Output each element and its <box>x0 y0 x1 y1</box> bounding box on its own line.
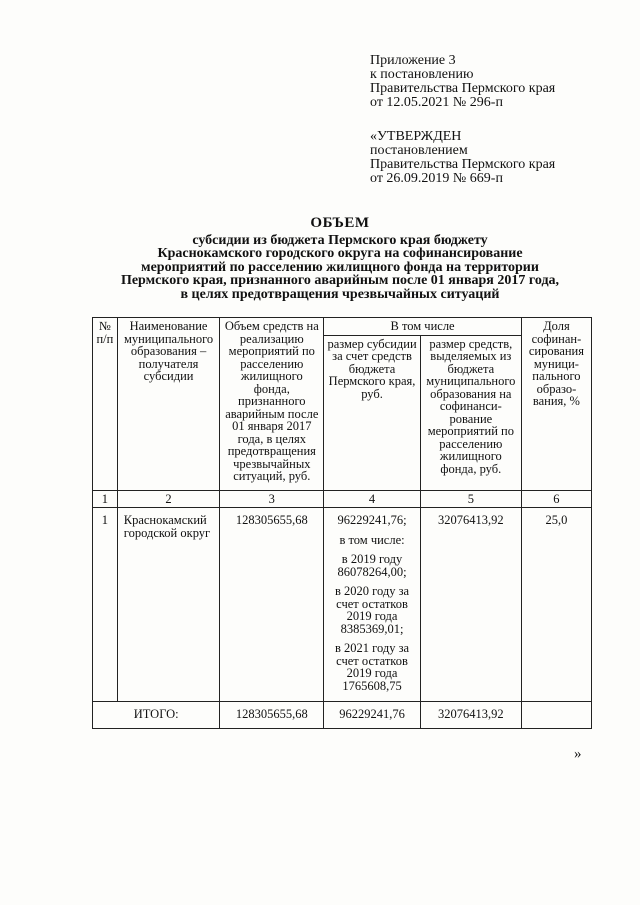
appendix-line: Приложение 3 <box>370 53 456 68</box>
regional-part: в 2019 году 86078264,00; <box>337 552 407 579</box>
header-regional: размер субсидии за счет средств бюджета Пермского края, руб. <box>324 335 421 490</box>
regional-part: в 2020 году за счет остатков 2019 года 8385369,01; <box>334 584 410 636</box>
approval-line: постановлением <box>370 143 468 158</box>
approval-line: Правительства Пермского края <box>370 157 556 172</box>
header-name: Наименование муниципального образования – получателя субсидии <box>117 318 220 491</box>
approval-reference <box>370 130 555 186</box>
index-cell: 1 <box>93 490 118 508</box>
total-municipal: 32076413,92 <box>420 702 521 729</box>
header-row <box>93 318 592 336</box>
appendix-line: к постановлению <box>370 67 474 82</box>
index-cell: 5 <box>420 490 521 508</box>
approval-line: «УТВЕРЖДЕН <box>370 129 462 144</box>
total-sum: 128305655,68 <box>220 702 324 729</box>
appendix-line: от 12.05.2021 № 296-п <box>370 95 503 110</box>
document-title <box>60 217 620 301</box>
title-line: Пермского края, признанного аварийным после 01 января 2017 года, <box>120 273 560 288</box>
header-num: № п/п <box>93 318 118 491</box>
total-share <box>521 702 591 729</box>
total-row <box>93 702 592 729</box>
approval-line: от 26.09.2019 № 669-п <box>370 171 503 186</box>
index-cell: 3 <box>220 490 324 508</box>
appendix-reference <box>370 54 555 110</box>
regional-part: в том числе: <box>339 532 405 547</box>
total-regional: 96229241,76 <box>324 702 421 729</box>
index-row <box>93 490 592 508</box>
index-cell: 2 <box>117 490 220 508</box>
title-line: субсидии из бюджета Пермского края бюджету <box>192 232 488 248</box>
regional-part: в 2021 году за счет остатков 2019 года 1765608,75 <box>334 641 410 693</box>
title-line: Краснокамского городского округа на софинансирование <box>157 246 523 261</box>
row-share: 25,0 <box>521 508 591 702</box>
closing-quote: » <box>574 746 582 762</box>
index-cell: 4 <box>324 490 421 508</box>
header-total: Объем средств на реализацию мероприятий по расселению жилищного фонда, признанного аварийным после 01 января 2017 года, в целях предотвращения чрезвычайных ситуаций, руб. <box>220 318 324 491</box>
header-share: Доля софинан-сирования муници-пального образо-вания, % <box>521 318 591 491</box>
total-label: ИТОГО: <box>93 702 220 729</box>
row-total: 128305655,68 <box>220 508 324 702</box>
title-line: в целях предотвращения чрезвычайных ситуаций <box>180 286 500 302</box>
row-num: 1 <box>93 508 118 702</box>
title-main: ОБЪЕМ <box>310 215 370 231</box>
index-cell: 6 <box>521 490 591 508</box>
table-row <box>93 508 592 702</box>
title-line: мероприятий по расселению жилищного фонда на территории <box>141 259 539 275</box>
row-municipal: 32076413,92 <box>420 508 521 702</box>
subsidy-table <box>92 317 592 729</box>
row-name: Краснокамский городской округ <box>117 508 220 702</box>
header-municipal: размер средств, выделяемых из бюджета муниципального образования на софинанси-рование мероприятий по расселению жилищного фонда, руб. <box>420 335 521 490</box>
appendix-line: Правительства Пермского края <box>370 81 556 96</box>
regional-part: 96229241,76; <box>337 513 407 527</box>
header-including: В том числе <box>324 318 522 336</box>
row-regional <box>324 508 421 702</box>
